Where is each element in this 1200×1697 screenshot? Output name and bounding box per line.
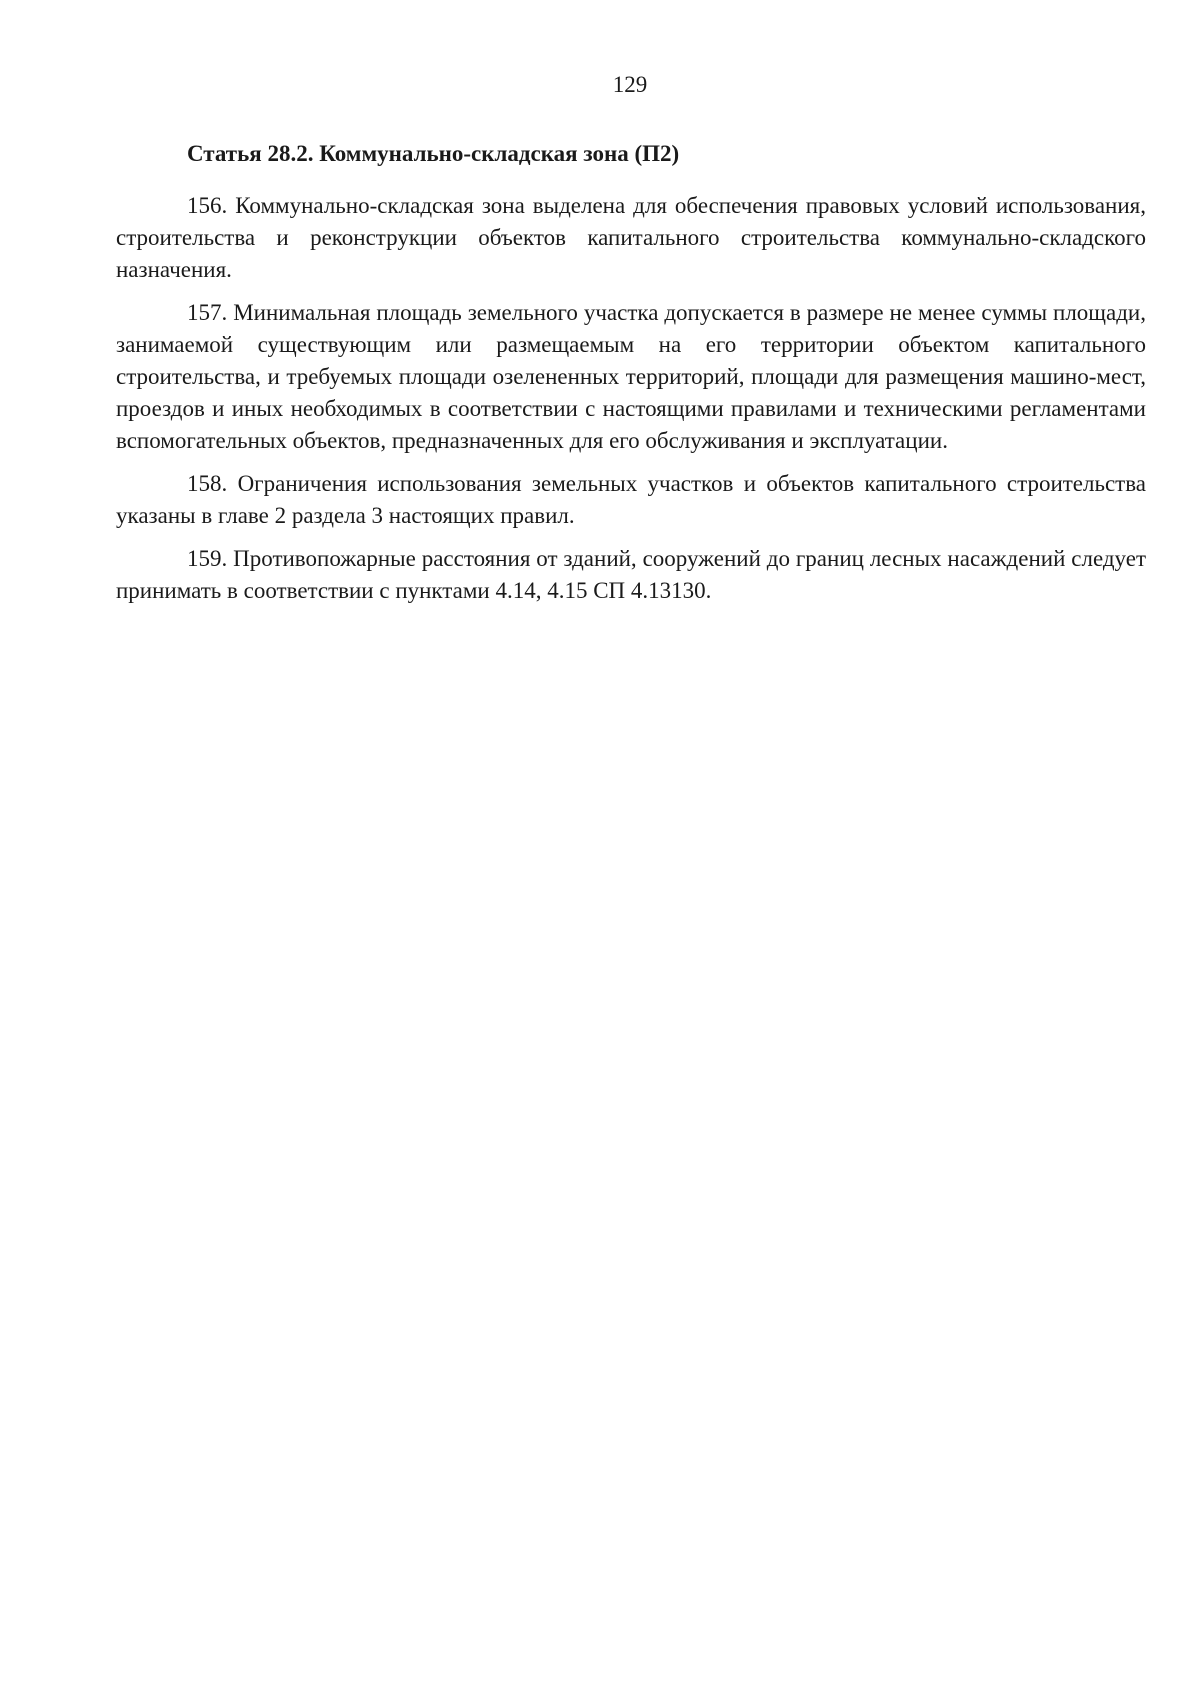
document-body: [116, 138, 1146, 618]
paragraph-number: 158.: [187, 471, 228, 496]
paragraph-number: 156.: [187, 193, 228, 218]
paragraph-text: Ограничения использования земельных участков и объектов капитального строительства указаны в главе 2 раздела 3 настоящих правил.: [116, 471, 1146, 528]
paragraph-156: [116, 190, 1146, 286]
paragraph-number: 159.: [187, 546, 228, 571]
paragraph-157: [116, 297, 1146, 457]
paragraph-text: Коммунально-складская зона выделена для обеспечения правовых условий использования, строительства и реконструкции объектов капитального строительства коммунально-складского назначения.: [116, 193, 1147, 282]
paragraph-number: 157.: [187, 300, 228, 325]
paragraph-158: [116, 468, 1146, 532]
paragraph-text: Минимальная площадь земельного участка допускается в размере не менее суммы площади, занимаемой существующим или размещаемым на его территории объектом капитального строительства, и требуемых площади озелененных территорий, площади для размещения машино-мест, проездов и иных необходимых в соответствии с настоящими правилами и техническими регламентами вспомогательных объектов, предназначенных для его обслуживания и эксплуатации.: [116, 300, 1146, 453]
page-number: 129: [612, 72, 648, 97]
paragraph-159: [116, 543, 1146, 607]
article-heading: Статья 28.2. Коммунально-складская зона (П2): [187, 141, 680, 166]
paragraph-text: Противопожарные расстояния от зданий, сооружений до границ лесных насаждений следует принимать в соответствии с пунктами 4.14, 4.15 СП 4.13130.: [116, 546, 1147, 603]
